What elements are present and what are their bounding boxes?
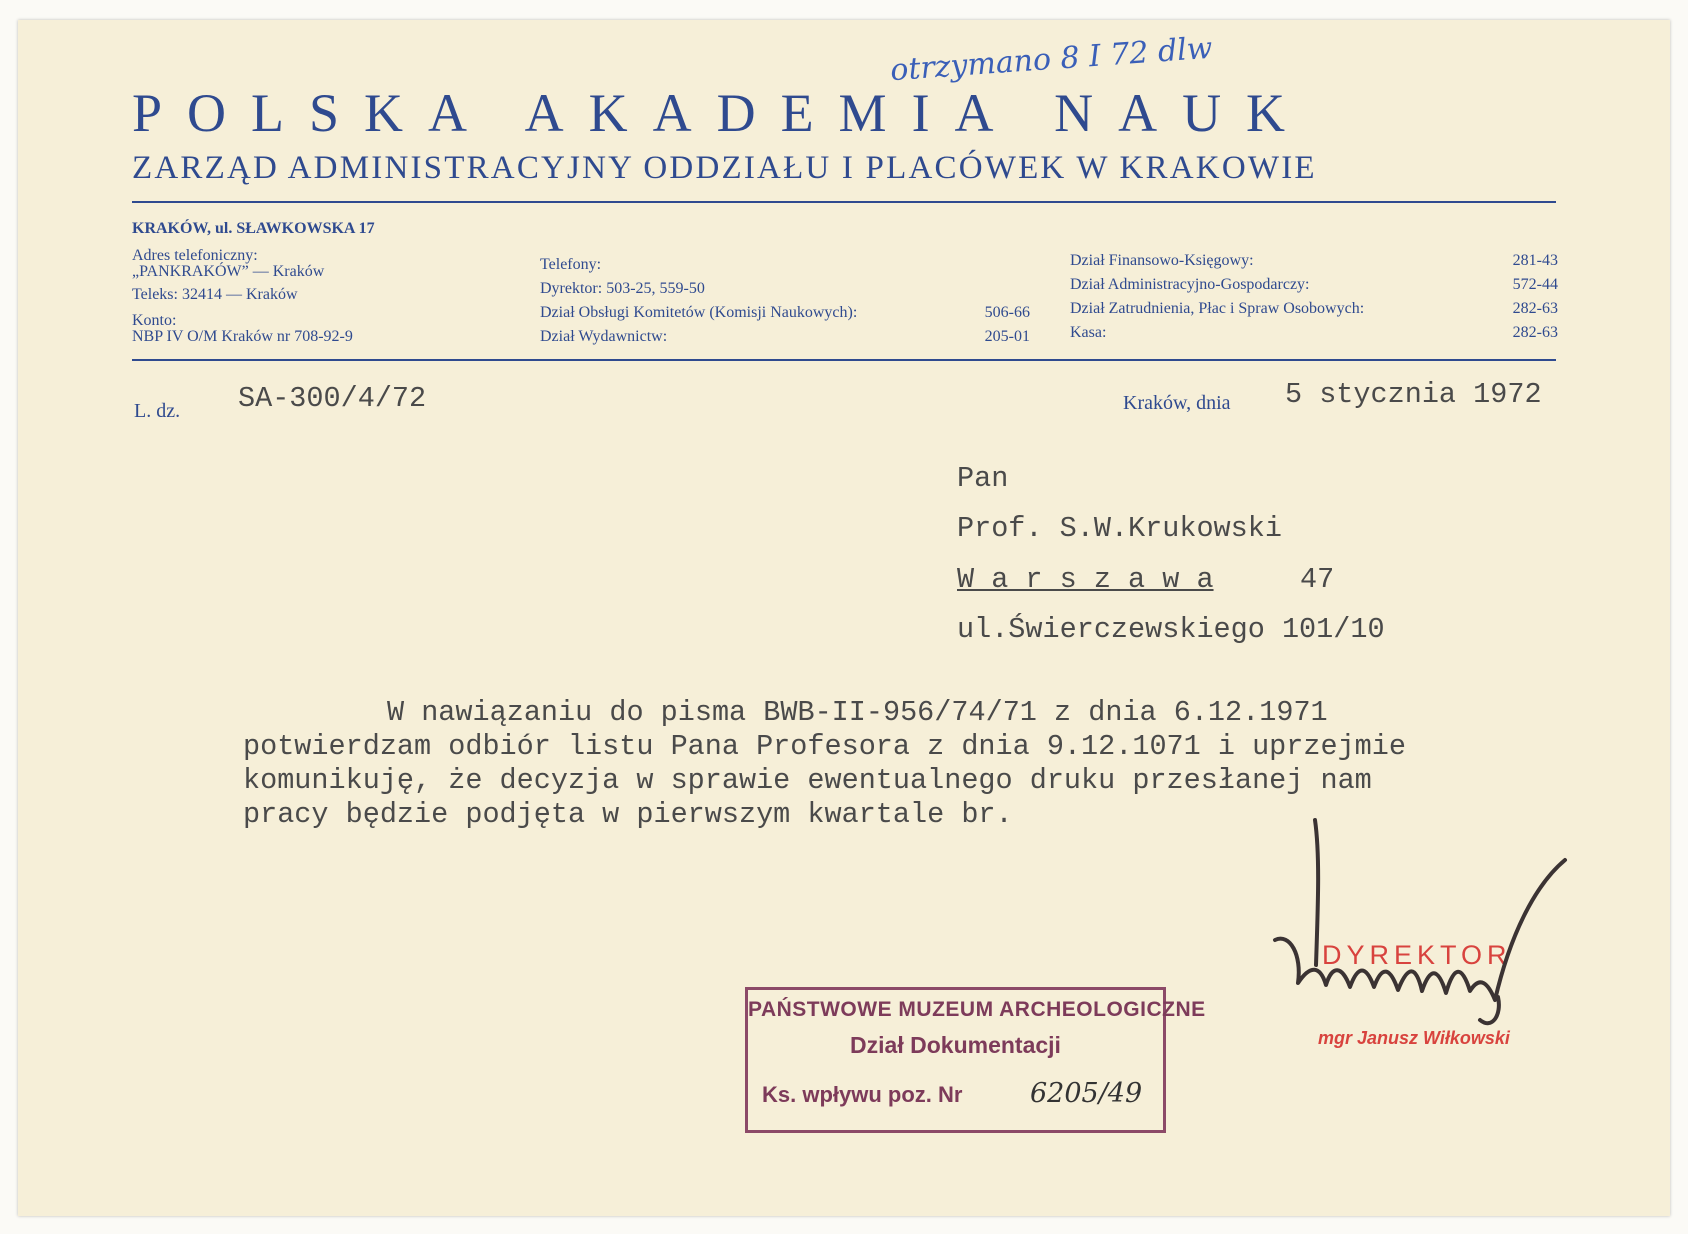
body-line: W nawiązaniu do pisma BWB-II-956/74/71 z dnia 6.12.1971 bbox=[387, 696, 1328, 729]
letter-date: 5 stycznia 1972 bbox=[1285, 378, 1542, 411]
body-line: komunikuję, że decyzja w sprawie ewentualnego druku przesłanej nam bbox=[243, 764, 1372, 797]
recipient-name: Prof. S.W.Krukowski bbox=[957, 512, 1282, 545]
teleks: Teleks: 32414 — Kraków bbox=[132, 286, 298, 303]
phone-row bbox=[1070, 250, 1558, 271]
tel-address-value: „PANKRAKÓW” — Kraków bbox=[132, 263, 325, 280]
phone-row bbox=[540, 326, 1030, 347]
konto-value: NBP IV O/M Kraków nr 708-92-9 bbox=[132, 328, 353, 345]
phone-number: 281-43 bbox=[1512, 252, 1558, 269]
organization-name: POLSKA AKADEMIA NAUK bbox=[132, 83, 1311, 143]
tel-address-label: Adres telefoniczny: bbox=[132, 247, 258, 264]
recipient-street: ul.Świerczewskiego 101/10 bbox=[957, 613, 1385, 646]
phone-number: 205-01 bbox=[984, 328, 1030, 345]
museum-stamp-name: PAŃSTWOWE MUZEUM ARCHEOLOGICZNE bbox=[748, 998, 1206, 1021]
phone-number: 282-63 bbox=[1512, 324, 1558, 341]
phone-row bbox=[1070, 322, 1558, 343]
body-line: pracy będzie podjęta w pierwszym kwartale br. bbox=[243, 798, 1013, 831]
recipient-salutation: Pan bbox=[957, 462, 1009, 495]
recipient-postcode: 47 bbox=[1300, 563, 1335, 596]
recipient-city: W a r s z a w a bbox=[957, 563, 1214, 596]
phone-number: 282-63 bbox=[1512, 300, 1558, 317]
konto-label: Konto: bbox=[132, 312, 177, 329]
phone-number: 506-66 bbox=[984, 304, 1030, 321]
reference-label: L. dz. bbox=[134, 400, 181, 422]
organization-subtitle: ZARZĄD ADMINISTRACYJNY ODDZIAŁU I PLACÓWEK W KRAKOWIE bbox=[132, 150, 1317, 186]
letterhead-address: KRAKÓW, ul. SŁAWKOWSKA 17 bbox=[132, 220, 375, 237]
telefony-label: Telefony: bbox=[540, 256, 602, 273]
date-label: Kraków, dnia bbox=[1123, 392, 1231, 414]
body-line: potwierdzam odbiór listu Pana Profesora z dnia 9.12.1071 i uprzejmie bbox=[243, 730, 1406, 763]
phone-label: Kasa: bbox=[1070, 324, 1107, 341]
museum-stamp bbox=[745, 987, 1206, 1133]
header-top-rule bbox=[132, 201, 1556, 203]
director-stamp-title: DYREKTOR bbox=[1322, 940, 1512, 970]
museum-stamp-register-number: 6205/49 bbox=[1030, 1078, 1143, 1109]
phone-label: Dział Wydawnictw: bbox=[540, 328, 668, 345]
phone-label: Dział Administracyjno-Gospodarczy: bbox=[1070, 276, 1310, 293]
reference-number: SA-300/4/72 bbox=[238, 382, 427, 415]
phone-row bbox=[1070, 274, 1558, 295]
phone-row bbox=[1070, 298, 1558, 319]
phone-number: 572-44 bbox=[1512, 276, 1558, 293]
phone-row bbox=[540, 278, 1030, 299]
phones-middle-column bbox=[540, 278, 1030, 348]
phones-right-column bbox=[1070, 250, 1558, 346]
phone-row bbox=[540, 302, 1030, 323]
phone-label: Dział Zatrudnienia, Płac i Spraw Osobowych: bbox=[1070, 300, 1365, 317]
handwritten-receipt-note: otrzymano 8 I 72 dlw bbox=[889, 30, 1214, 89]
director-stamp-name: mgr Janusz Wiłkowski bbox=[1318, 1028, 1510, 1048]
phone-label: Dział Finansowo-Księgowy: bbox=[1070, 252, 1254, 269]
phone-label: Dyrektor: 503-25, 559-50 bbox=[540, 280, 705, 297]
header-bottom-rule bbox=[132, 359, 1556, 361]
museum-stamp-department: Dział Dokumentacji bbox=[850, 1032, 1061, 1058]
director-signature bbox=[1270, 815, 1570, 1045]
museum-stamp-register-label: Ks. wpływu poz. Nr bbox=[762, 1082, 963, 1107]
phone-label: Dział Obsługi Komitetów (Komisji Naukowych): bbox=[540, 304, 858, 321]
